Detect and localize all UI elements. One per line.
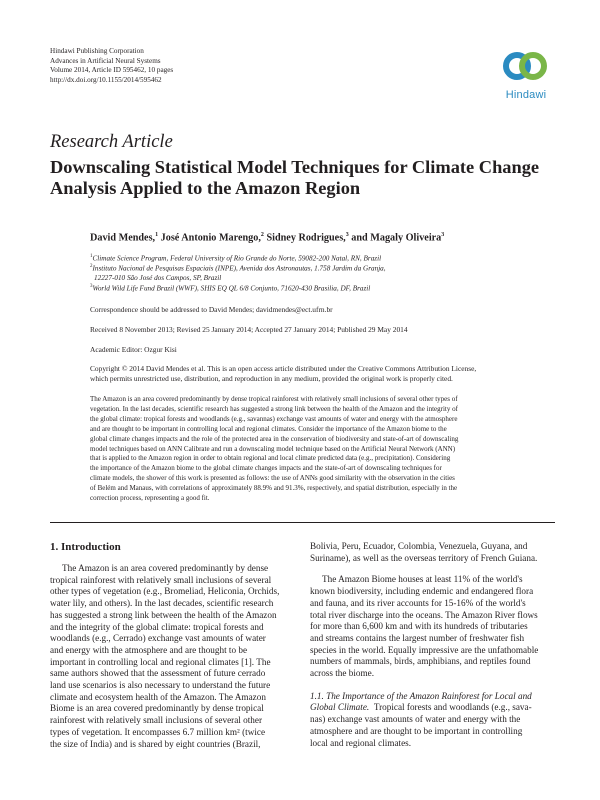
abstract-line: and are thought to be important in controlling local and regional climates. Consider the importance of the Amazon biome to the	[90, 424, 447, 433]
volume-line: Volume 2014, Article ID 595462, 10 pages	[50, 66, 174, 75]
correspondence: Correspondence should be addressed to David Mendes; davidmendes@ect.ufrn.br	[90, 305, 333, 314]
affiliation-text: 12227-010 São José dos Campos, SP, Brazil	[94, 274, 222, 283]
section-divider	[50, 522, 555, 523]
abstract-line: climate models, the shower of this work is presented as follows: the use of ANNs good similarity with the observation in the cities	[90, 474, 455, 483]
body-line: atmosphere and are thought to be important in controlling	[310, 725, 523, 736]
body-line: rainforest with relatively small inclusions of several other	[50, 715, 263, 726]
copyright-notice	[90, 364, 555, 384]
author-name: and Magaly Oliveira	[351, 232, 442, 244]
body-line: the size of India) and is shared by eight countries (Brazil,	[50, 738, 261, 749]
copyright-line: which permits unrestricted use, distribution, and reproduction in any medium, provided the original work is properly cited.	[90, 374, 453, 384]
body-line: across the biome.	[310, 668, 375, 679]
paragraph-gap	[310, 680, 557, 691]
hindawi-logo-text: Hindawi	[505, 89, 547, 101]
body-column-left	[50, 563, 297, 750]
body-line: has suggested a strong link between the health of the Amazon	[50, 609, 277, 620]
body-line: species in the world. Equally impressive are the unfathomable	[310, 644, 539, 655]
publisher-name: Hindawi Publishing Corporation	[50, 47, 144, 55]
body-line: and streams contains the largest number of freshwater fish	[310, 632, 525, 643]
publication-info	[50, 47, 173, 85]
academic-editor: Academic Editor: Ozgur Kisi	[90, 345, 177, 354]
copyright-line: Copyright © 2014 David Mendes et al. This is an open access article distributed under the Creative Commons Attribution License,	[90, 364, 477, 373]
abstract-line: correction process, representing a good fit.	[90, 494, 210, 503]
publication-dates: Received 8 November 2013; Revised 25 January 2014; Accepted 27 January 2014; Published 29 May 2014	[90, 325, 408, 334]
article-title: Downscaling Statistical Model Techniques for Climate Change Analysis Applied to the Amazon Region	[50, 157, 540, 198]
body-line: woodlands (e.g., Cerrado) exchange vast amounts of water	[50, 633, 266, 644]
body-line: The Amazon is an area covered predominantly by dense	[62, 563, 269, 573]
body-line: tropical rainforest with relatively small inclusions of several	[50, 574, 272, 585]
author-list	[90, 232, 444, 243]
body-column-right	[310, 541, 557, 749]
author-affil-marker: 2	[260, 232, 264, 238]
body-line: Suriname), as well as the overseas territory of French Guiana.	[310, 552, 538, 563]
journal-name: Advances in Artificial Neural Systems	[50, 56, 161, 65]
affiliation-marker: 3	[90, 284, 93, 289]
author-name: Sidney Rodrigues,	[266, 232, 346, 244]
affiliation-3	[90, 282, 370, 294]
author-name: José Antonio Marengo,	[160, 232, 261, 244]
body-line: water lily, and others). In the last decades, scientific research	[50, 598, 274, 609]
paragraph-gap	[310, 564, 557, 574]
body-line: and the integrity of the global climate: tropical forests and	[50, 621, 264, 632]
body-line: land use scenarios is also necessary to understand the future	[50, 680, 271, 691]
subsection-heading: 1.1. The Importance of the Amazon Rainforest for Local and	[310, 690, 532, 701]
affiliation-marker: 1	[90, 254, 93, 259]
body-line: same authors showed that the assessment of future cerrado	[50, 668, 266, 679]
abstract-line: the global climate: tropical forests and woodlands (e.g., savannas) exchange vast amounts of water and energy with the atmosphere	[90, 414, 458, 423]
abstract	[90, 395, 555, 504]
body-line: Tropical forests and woodlands (e.g., sava-	[373, 702, 532, 713]
author-affil-marker: 3	[345, 232, 349, 238]
body-line: types of vegetation. It encompasses 6.7 million km² (twice	[50, 726, 266, 737]
subsection-heading: Global Climate.	[310, 702, 370, 713]
doi-link[interactable]: http://dx.doi.org/10.1155/2014/595462	[50, 75, 162, 84]
body-line: The Amazon Biome houses at least 11% of the world's	[322, 574, 523, 585]
body-line: known biodiversity, including endemic and endangered flora	[310, 586, 534, 597]
affiliation-text: World Wild Life Fund Brazil (WWF), SHIS EQ QL 6/8 Conjunto, 71620-430 Brasilia, DF, Brazil	[92, 284, 371, 293]
body-line: nas) exchange vast amounts of water and energy with the	[310, 714, 521, 725]
affiliation-2	[90, 262, 386, 284]
abstract-line: the importance of the Amazon biome to the global climate changes impacts and the state-of-art of downscaling techniques for	[90, 464, 442, 473]
body-line: other types of vegetation (e.g., Bromeliad, Heliconia, Orchids,	[50, 586, 280, 597]
author-affil-marker: 1	[155, 232, 159, 238]
author-affil-marker: 3	[441, 232, 445, 238]
body-line: and energy with the atmosphere and are thought to be	[50, 644, 248, 655]
abstract-line: of Belém and Manaus, with correlations of approximately 88.9% and 91.3%, respectively, and spatial distribution, especially in the	[90, 484, 458, 493]
abstract-line: model techniques based on ANN Calibrate and run a downscaling model technique based on the Artificial Neural Network (ANN)	[90, 444, 456, 453]
abstract-line: The Amazon is an area covered predominantly by dense tropical rainforest with relatively small inclusions of several other types of	[90, 395, 458, 403]
abstract-line: vegetation. In the last decades, scientific research has suggested a strong link between the health of the Amazon and the integrity of	[90, 404, 458, 413]
abstract-line: that is applied to the Amazon region in order to obtain regional and local climate predicted data (e.g., precipitation). Considering	[90, 454, 451, 463]
body-line: for more than 6,600 km and with its hundreds of tributaries	[310, 621, 528, 632]
section-heading-introduction: 1. Introduction	[50, 541, 121, 553]
body-line: numbers of mammals, birds, amphibians, and reptiles found	[310, 656, 531, 667]
author-name: David Mendes,	[90, 232, 156, 244]
body-line: Biome is an area covered predominantly by dense tropical	[50, 703, 264, 714]
abstract-line: global climate changes impacts and the role of the protected area in the conservation of biodiversity and state-of-art of downscaling	[90, 434, 459, 443]
body-line: local and regional climates.	[310, 737, 412, 748]
affiliation-marker: 2	[90, 264, 93, 269]
body-line: and fauna, and its river accounts for 15-16% of the world's	[310, 597, 526, 608]
body-line: total river discharge into the oceans. The Amazon River flows	[310, 609, 538, 620]
body-line: important in controlling local and regional climates [1]. The	[50, 656, 271, 667]
affiliation-text: Instituto Nacional de Pesquisas Espaciais (INPE), Avenida dos Astronautas, 1.758 Jardim da Granja,	[92, 264, 386, 273]
body-line: Bolivia, Peru, Ecuador, Colombia, Venezuela, Guyana, and	[310, 541, 528, 551]
article-type: Research Article	[50, 132, 173, 152]
body-line: climate and ecosystem health of the Amazon. The Amazon	[50, 691, 266, 702]
affiliation-text: Climate Science Program, Federal University of Rio Grande do Norte, 59082-200 Natal, RN, Brazil	[92, 254, 382, 263]
